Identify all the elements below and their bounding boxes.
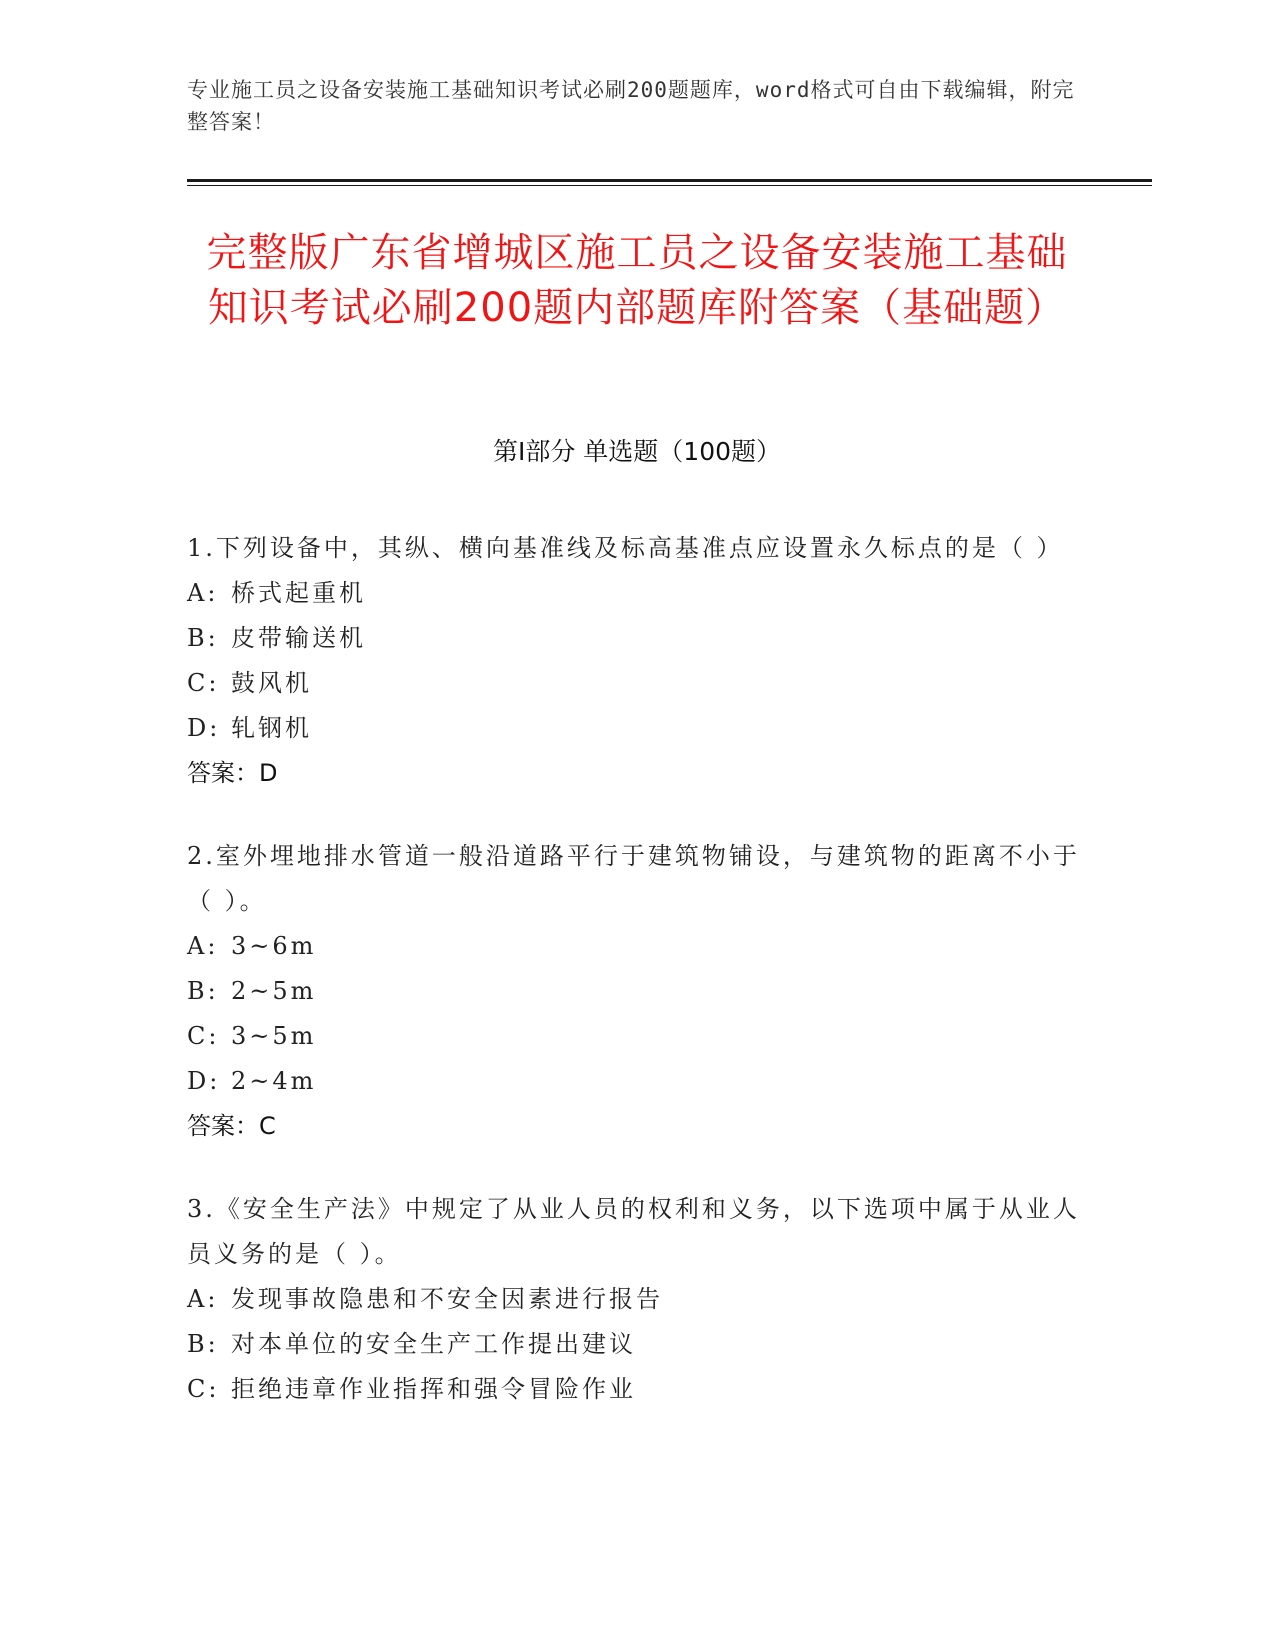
option-letter: C: [187,669,220,697]
option-c [187,1014,1087,1059]
option-a [187,1277,1087,1322]
option-letter: A: [187,1285,219,1313]
question-stem: 3.《安全生产法》中规定了从业人员的权利和义务，以下选项中属于从业人员义务的是（ ）。 [187,1195,1080,1268]
option-d [187,1059,1087,1104]
header-note: 专业施工员之设备安装施工基础知识考试必刷200题题库，word格式可自由下载编辑，附完整答案！ [187,78,1075,134]
option-a [187,924,1087,969]
question-list [187,526,1087,1450]
option-text: 鼓风机 [231,669,312,697]
option-b [187,1322,1087,1367]
option-letter: B: [187,1330,219,1358]
option-text: 3~6m [231,932,317,960]
option-text: 皮带输送机 [231,624,366,652]
option-letter: D: [187,714,221,742]
option-letter: A: [187,579,219,607]
option-a [187,571,1087,616]
option-letter: D: [187,1067,221,1095]
option-c [187,661,1087,706]
question-1 [187,526,1087,796]
section-title: 第I部分 单选题（100题） [492,437,782,466]
question-2 [187,834,1087,1149]
option-letter: C: [187,1022,220,1050]
answer-line: 答案：D [187,759,278,787]
option-text: 对本单位的安全生产工作提出建议 [231,1330,636,1358]
option-text: 3~5m [231,1022,317,1050]
option-letter: B: [187,624,219,652]
question-stem: 2.室外埋地排水管道一般沿道路平行于建筑物铺设，与建筑物的距离不小于（ ）。 [187,842,1080,915]
option-text: 发现事故隐患和不安全因素进行报告 [231,1285,663,1313]
option-text: 拒绝违章作业指挥和强令冒险作业 [231,1375,636,1403]
question-stem: 1.下列设备中，其纵、横向基准线及标高基准点应设置永久标点的是（ ） [187,534,1064,562]
header-divider-thick [187,179,1152,182]
option-text: 2~4m [231,1067,317,1095]
answer-line: 答案：C [187,1112,276,1140]
option-letter: C: [187,1375,220,1403]
option-letter: A: [187,932,219,960]
option-c [187,1367,1087,1412]
option-text: 2~5m [231,977,317,1005]
option-d [187,706,1087,751]
question-3 [187,1187,1087,1412]
option-text: 轧钢机 [231,714,312,742]
option-b [187,616,1087,661]
option-text: 桥式起重机 [231,579,366,607]
document-title: 完整版广东省增城区施工员之设备安装施工基础知识考试必刷200题内部题库附答案（基础题） [206,230,1068,331]
header-divider-thin [187,185,1152,186]
option-b [187,969,1087,1014]
option-letter: B: [187,977,219,1005]
